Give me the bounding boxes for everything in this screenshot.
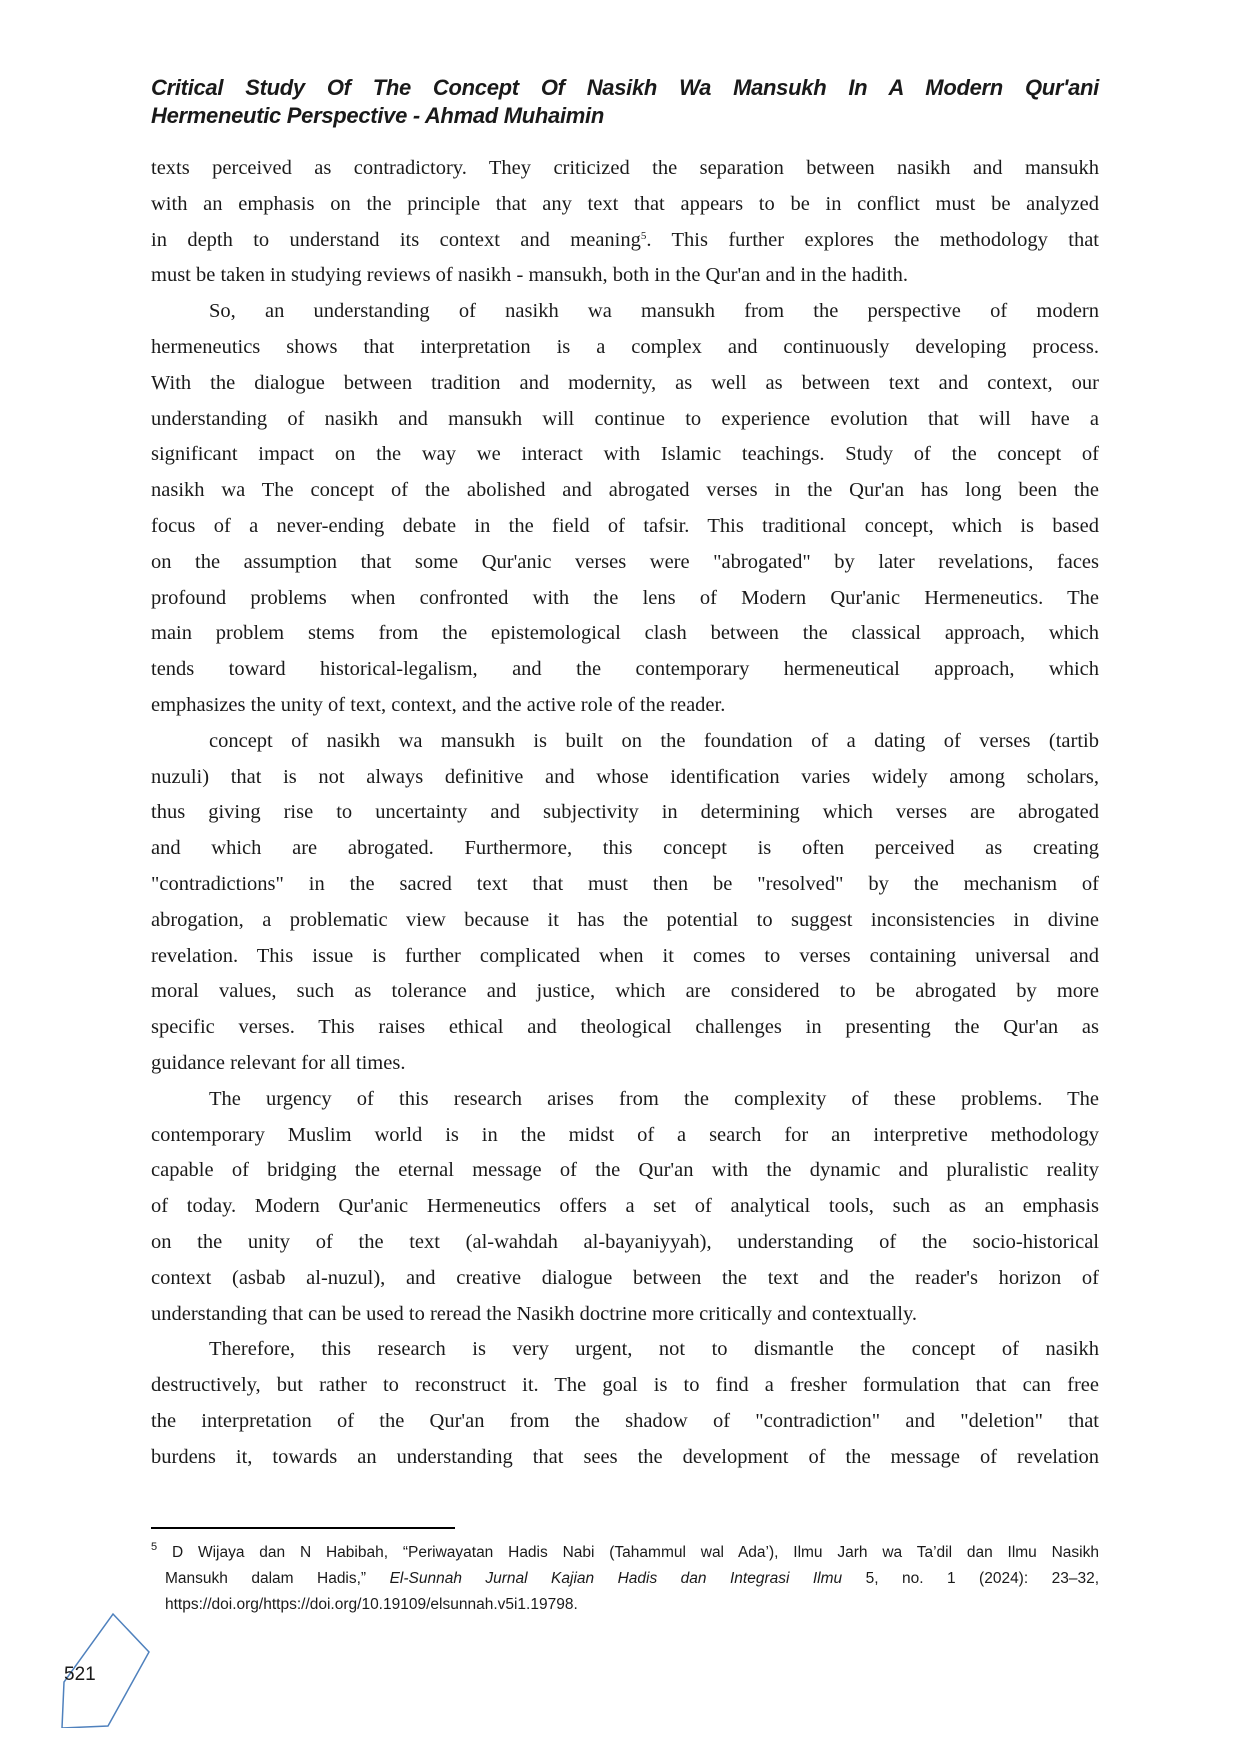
footnote	[151, 1540, 1099, 1618]
text-line: significant impact on the way we interact with Islamic teachings. Study of the concept of	[151, 443, 1099, 466]
text-line: The urgency of this research arises from the complexity of these problems. The	[209, 1087, 1099, 1110]
text-line	[151, 223, 1099, 259]
footnote-separator	[151, 1527, 455, 1529]
footnote-line	[151, 1566, 1099, 1592]
footnote-text: D Wijaya dan N Habibah, “Periwayatan Hadis Nabi (Tahammul wal Ada’), Ilmu Jarh wa Ta’dil dan Ilmu Nasikh	[171, 1544, 1099, 1561]
paragraph	[151, 1332, 1099, 1475]
paragraph	[151, 1082, 1099, 1333]
journal-title: El-Sunnah Jurnal Kajian Hadis dan Integrasi Ilmu	[389, 1570, 843, 1587]
footnote-ref[interactable]: 5	[640, 229, 647, 242]
text-line: moral values, such as tolerance and justice, which are considered to be abrogated by more	[151, 980, 1099, 1003]
text-line: the interpretation of the Qur'an from the shadow of "contradiction" and "deletion" that	[151, 1409, 1099, 1432]
text-line: focus of a never-ending debate in the field of tafsir. This traditional concept, which is based	[151, 514, 1099, 537]
footnote-text: Mansukh dalam Hadis,”	[165, 1570, 367, 1587]
doi-link[interactable]: https://doi.org/https://doi.org/10.19109/elsunnah.v5i1.19798.	[165, 1596, 578, 1613]
text-line: hermeneutics shows that interpretation is a complex and continuously developing process.	[151, 335, 1099, 358]
text-line: burdens it, towards an understanding that sees the development of the message of revelation	[151, 1445, 1099, 1468]
text-line: Therefore, this research is very urgent, not to dismantle the concept of nasikh	[209, 1338, 1099, 1361]
footnote-text: 5, no. 1 (2024): 23–32,	[865, 1570, 1100, 1587]
text-line: destructively, but rather to reconstruct it. The goal is to find a fresher formulation that can free	[151, 1374, 1099, 1397]
paragraph	[151, 724, 1099, 1082]
text-line: abrogation, a problematic view because it has the potential to suggest inconsistencies in divine	[151, 908, 1099, 931]
footnote-line	[151, 1540, 1099, 1566]
text-line: understanding that can be used to reread the Nasikh doctrine more critically and contextually.	[151, 1302, 918, 1325]
header-title-line: Critical Study Of The Concept Of Nasikh Wa Mansukh In A Modern Qur'ani	[151, 75, 1099, 100]
text-line: nasikh wa The concept of the abolished and abrogated verses in the Qur'an has long been the	[151, 479, 1099, 502]
text-line: revelation. This issue is further complicated when it comes to verses containing universal and	[151, 944, 1099, 967]
text-line: main problem stems from the epistemological clash between the classical approach, which	[151, 622, 1099, 645]
paragraph	[151, 294, 1099, 724]
text-line: of today. Modern Qur'anic Hermeneutics offers a set of analytical tools, such as an emphasis	[151, 1195, 1099, 1218]
header-title-line: Hermeneutic Perspective - Ahmad Muhaimin	[151, 103, 604, 128]
text-line: on the unity of the text (al-wahdah al-bayaniyyah), understanding of the socio-historical	[151, 1230, 1099, 1253]
text-line: tends toward historical-legalism, and the contemporary hermeneutical approach, which	[151, 658, 1099, 681]
text-line: specific verses. This raises ethical and theological challenges in presenting the Qur'an as	[151, 1016, 1099, 1039]
text-line: So, an understanding of nasikh wa mansukh from the perspective of modern	[209, 300, 1099, 323]
text-line: and which are abrogated. Furthermore, this concept is often perceived as creating	[151, 837, 1099, 860]
text-line: with an emphasis on the principle that any text that appears to be in conflict must be analyzed	[151, 192, 1099, 215]
footnote-number: 5	[151, 1541, 158, 1553]
text-line: guidance relevant for all times.	[151, 1051, 406, 1074]
text-line: profound problems when confronted with the lens of Modern Qur'anic Hermeneutics. The	[151, 586, 1099, 609]
body-text	[151, 151, 1099, 1475]
text-line: emphasizes the unity of text, context, and the active role of the reader.	[151, 693, 726, 716]
text-line: contemporary Muslim world is in the midst of a search for an interpretive methodology	[151, 1123, 1099, 1146]
text-line: on the assumption that some Qur'anic verses were "abrogated" by later revelations, faces	[151, 550, 1099, 573]
text-line: thus giving rise to uncertainty and subjectivity in determining which verses are abrogated	[151, 801, 1099, 824]
text-line: With the dialogue between tradition and modernity, as well as between text and context, our	[151, 371, 1099, 394]
text-line: context (asbab al-nuzul), and creative dialogue between the text and the reader's horizon of	[151, 1266, 1099, 1289]
page-number: 521	[64, 1664, 96, 1685]
page-number-badge	[40, 1608, 160, 1728]
running-header	[151, 74, 1099, 130]
text-line: nuzuli) that is not always definitive and whose identification varies widely among scholars,	[151, 765, 1099, 788]
text-line: "contradictions" in the sacred text that must then be "resolved" by the mechanism of	[151, 872, 1099, 895]
text-line: texts perceived as contradictory. They criticized the separation between nasikh and mansukh	[151, 157, 1099, 179]
text-segment: in depth to understand its context and meaning	[151, 228, 641, 251]
paragraph	[151, 151, 1099, 294]
text-segment: . This further explores the methodology that	[646, 228, 1099, 251]
text-line: capable of bridging the eternal message of the Qur'an with the dynamic and pluralistic reality	[151, 1159, 1099, 1182]
text-line: concept of nasikh wa mansukh is built on the foundation of a dating of verses (tartib	[209, 729, 1099, 752]
text-line: understanding of nasikh and mansukh will continue to experience evolution that will have a	[151, 407, 1099, 430]
text-line: must be taken in studying reviews of nasikh - mansukh, both in the Qur'an and in the hadith.	[151, 264, 908, 287]
